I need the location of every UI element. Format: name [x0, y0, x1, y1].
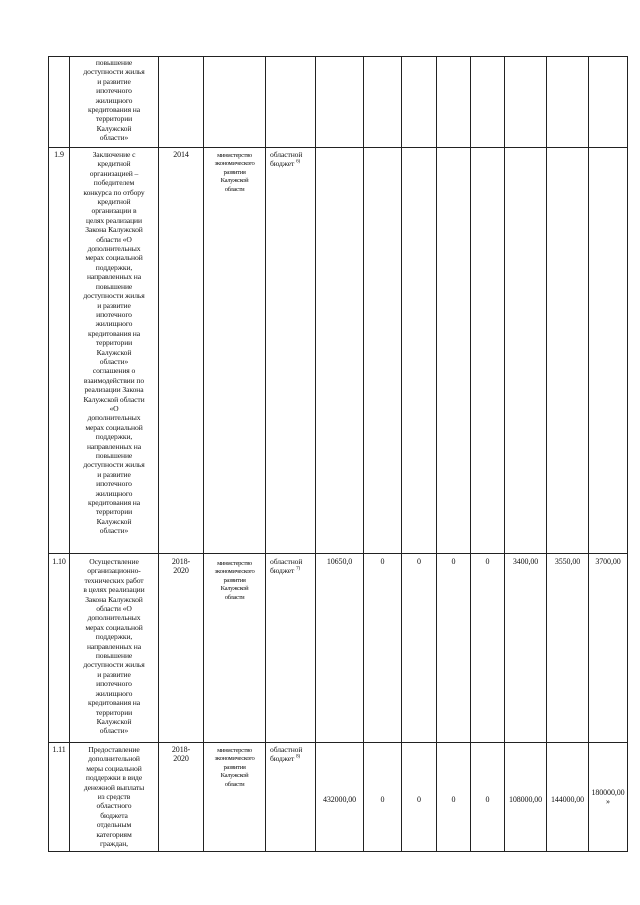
row-1-10-value: 0: [451, 557, 456, 566]
row-1-10-value: 3550,00: [554, 557, 581, 566]
column-divider: [546, 56, 547, 852]
row-number-1-11: 1.11: [52, 745, 66, 754]
column-divider: [470, 56, 471, 852]
row-1-10-value: 3400,00: [512, 557, 539, 566]
row-number-1-10: 1.10: [52, 557, 66, 566]
row-1-9-funding-source: [270, 150, 316, 169]
row-1-9-executor: министерство экономического развития Калужской области: [214, 152, 255, 193]
row-1-10-value: 3700,00: [595, 557, 621, 566]
row-1-11-value: 180000,00 »: [591, 788, 625, 807]
footnote-mark: 6): [296, 159, 301, 165]
row-1-11-funding-source: [270, 745, 316, 764]
row-1-11-period: 2018- 2020: [171, 745, 191, 764]
column-divider: [588, 56, 589, 852]
row-1-11-value: 0: [451, 795, 456, 804]
row-1-10-executor: министерство экономического развития Калужской области: [214, 560, 255, 601]
row-divider: [48, 742, 628, 743]
row-1-10-value: 0: [380, 557, 385, 566]
row-1-10-total: 10650,0: [326, 557, 353, 566]
row-1-10-description: Осуществление организационно- технических работ в целях реализации Закона Калужской области «О дополнительных мерах социальной поддержки, направленных на повышение доступности жилья и развитие ипотечного жилищного кредитования на территории Калужской области»: [83, 557, 145, 736]
column-divider: [363, 56, 364, 852]
footnote-mark: 8): [296, 754, 301, 760]
column-divider: [401, 56, 402, 852]
row-1-10-value: 0: [485, 557, 490, 566]
row-divider: [48, 851, 628, 852]
column-divider: [48, 56, 49, 852]
row-1-11-value: 0: [380, 795, 385, 804]
row-1-10-period: 2018- 2020: [171, 557, 191, 576]
funding-source-label: областной бюджет: [270, 557, 303, 576]
column-divider: [436, 56, 437, 852]
row-1-10-funding-source: [270, 557, 316, 576]
column-divider: [265, 56, 266, 852]
row-divider: [48, 147, 628, 148]
row-1-10-value: 0: [417, 557, 421, 566]
row-1-11-total: 432000,00: [322, 795, 357, 804]
row-1-11-value: 0: [485, 795, 490, 804]
row-number-1-9: 1.9: [54, 150, 64, 159]
funding-source-label: областной бюджет: [270, 745, 303, 764]
row-1-9-period: 2014: [173, 150, 189, 159]
column-divider: [158, 56, 159, 852]
column-divider: [504, 56, 505, 852]
row-1-11-description: Предоставление дополнительной меры социальной поддержки в виде денежной выплаты из средств областного бюджета отдельным категориям граждан,: [83, 745, 145, 849]
row-1-11-executor: министерство экономического развития Калужской области: [214, 747, 255, 788]
footnote-mark: 7): [296, 566, 301, 572]
continuation-description: повышение доступности жилья и развитие ипотечного жилищного кредитования на территории Калужской области»: [83, 58, 145, 143]
row-1-11-value: 108000,00: [508, 795, 543, 804]
row-1-11-value: 0: [417, 795, 421, 804]
row-divider: [48, 553, 628, 554]
column-divider: [315, 56, 316, 852]
row-divider: [48, 56, 628, 57]
row-1-9-description: Заключение с кредитной организацией – победителем конкурса по отбору кредитной организации в целях реализации Закона Калужской области «О дополнительных мерах социальной поддержки, направленных на повышение доступности жилья и развитие ипотечного жилищного кредитования на территории Калужской области» соглашения о взаимодействии по реализации Закона Калужской области «О дополнительных мерах социальной поддержки, направленных на повышение доступности жилья и развитие ипотечного жилищного кредитования на территории Калужской области»: [83, 150, 145, 536]
column-divider: [627, 56, 628, 852]
row-1-11-value: 144000,00: [550, 795, 585, 804]
funding-source-label: областной бюджет: [270, 150, 303, 169]
